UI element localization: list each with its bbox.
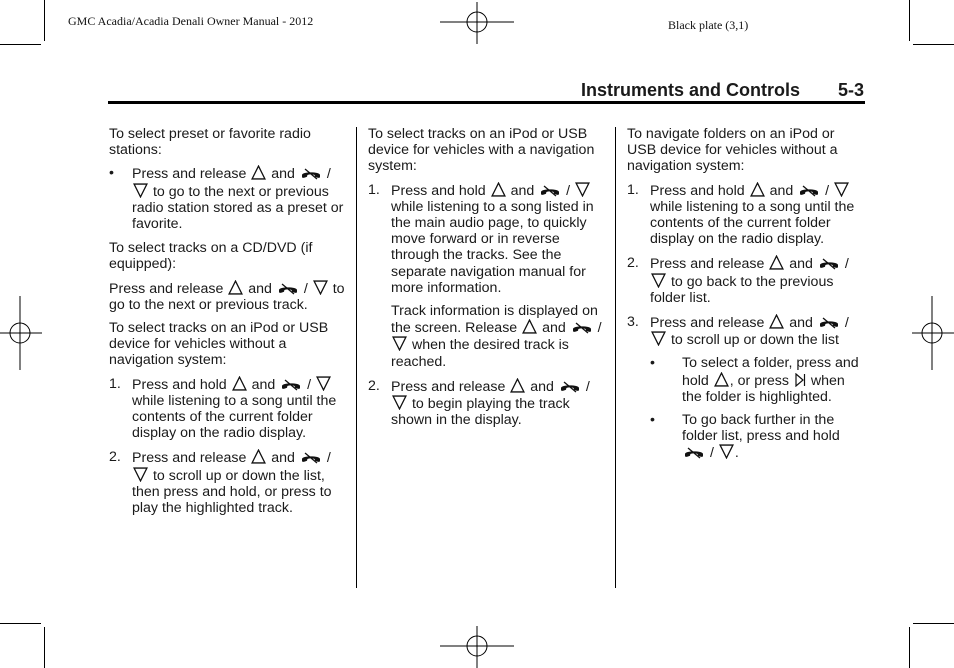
text: and	[789, 315, 813, 332]
text: Press and release	[650, 315, 765, 332]
text: when the desired track is reached.	[391, 337, 569, 370]
text: /	[597, 320, 602, 337]
bullet: •	[650, 412, 655, 429]
up-triangle-icon	[510, 378, 525, 393]
up-triangle-icon	[769, 314, 784, 329]
column-2	[368, 126, 606, 436]
phone-mute-icon	[300, 168, 322, 180]
text: to begin playing the track shown in the display.	[391, 396, 570, 429]
step-number: 2.	[109, 449, 121, 466]
crop-mark-icon	[0, 623, 41, 624]
text: and	[542, 320, 566, 337]
crop-mark-icon	[44, 0, 45, 41]
column-3	[627, 126, 865, 470]
down-triangle-icon	[651, 273, 666, 288]
list-item	[627, 255, 865, 306]
text: to scroll up or down the list, then press and hold, or press to play the highlighted track.	[132, 467, 332, 517]
text: /	[585, 378, 590, 395]
section-heading	[581, 80, 864, 102]
phone-mute-icon	[798, 185, 820, 197]
phone-mute-icon	[559, 381, 581, 393]
up-triangle-icon	[491, 182, 506, 197]
down-triangle-icon	[316, 376, 331, 391]
sub-list-item	[650, 355, 865, 405]
crop-mark-icon	[913, 623, 954, 624]
text: , or press	[729, 372, 789, 389]
text: Press and release	[109, 280, 224, 297]
manual-title: GMC Acadia/Acadia Denali Owner Manual - 2012	[68, 14, 314, 28]
down-triangle-icon	[834, 182, 849, 197]
up-triangle-icon	[251, 449, 266, 464]
phone-mute-icon	[539, 185, 561, 197]
column-1	[109, 126, 346, 524]
down-triangle-icon	[133, 467, 148, 482]
paragraph	[391, 303, 606, 370]
list-item	[109, 376, 346, 442]
text: .	[734, 445, 739, 462]
column-divider	[615, 127, 616, 588]
down-triangle-icon	[313, 280, 328, 295]
text: /	[566, 182, 571, 199]
text: Press and hold	[132, 376, 227, 393]
list-item	[109, 165, 346, 232]
down-triangle-icon	[392, 336, 407, 351]
text: /	[709, 445, 714, 462]
text: /	[844, 256, 849, 273]
paragraph: To select tracks on a CD/DVD (if equipped):	[109, 240, 313, 273]
text: /	[303, 280, 308, 297]
step-number: 1.	[109, 375, 121, 392]
text: and	[248, 280, 272, 297]
step-number: 3.	[627, 314, 639, 331]
text: Track information is displayed on the screen. Release	[391, 303, 598, 337]
paragraph: To navigate folders on an iPod or USB device for vehicles without a navigation system:	[627, 126, 838, 175]
phone-mute-icon	[277, 283, 299, 295]
registration-target-icon	[0, 296, 42, 370]
phone-mute-icon	[818, 258, 840, 270]
paragraph	[109, 280, 346, 313]
text: while listening to a song until the contents of the current folder display on the radio display.	[132, 392, 337, 442]
section-title: Instruments and Controls	[581, 80, 801, 100]
text: To go back further in the folder list, press and hold	[682, 412, 840, 445]
text: and	[769, 182, 794, 199]
text: when the folder is highlighted.	[682, 372, 845, 405]
paragraph: To select preset or favorite radio stations:	[109, 126, 311, 159]
list-item	[368, 378, 606, 429]
up-triangle-icon	[232, 376, 247, 391]
text: and	[789, 256, 813, 273]
paragraph: To select tracks on an iPod or USB device for vehicles without a navigation system:	[109, 320, 329, 369]
text: to go to the next or previous radio station stored as a preset or favorite.	[132, 183, 344, 233]
registration-target-icon	[440, 2, 514, 44]
registration-target-icon	[912, 296, 954, 370]
crop-mark-icon	[909, 0, 910, 41]
list-item	[368, 182, 606, 370]
step-number: 2.	[627, 255, 639, 272]
phone-mute-icon	[683, 447, 705, 459]
text: /	[307, 376, 312, 393]
text: Press and hold	[391, 182, 486, 199]
text: to go back to the previous folder list.	[650, 273, 834, 306]
text: and	[271, 166, 295, 183]
paragraph: To select tracks on an iPod or USB device for vehicles with a navigation system:	[368, 126, 595, 175]
down-triangle-icon	[651, 331, 666, 346]
down-triangle-icon	[719, 444, 734, 459]
plate-label: Black plate (3,1)	[668, 18, 749, 32]
phone-mute-icon	[280, 379, 302, 391]
phone-mute-icon	[818, 317, 840, 329]
text: /	[825, 182, 830, 199]
crop-mark-icon	[44, 627, 45, 668]
text: and	[530, 378, 554, 395]
text: while listening to a song until the contents of the current folder display on the radio display.	[650, 198, 855, 248]
heading-rule	[108, 101, 865, 104]
phone-mute-icon	[300, 452, 322, 464]
registration-target-icon	[440, 626, 514, 668]
list-item	[109, 449, 346, 516]
page-number: 5-3	[837, 80, 864, 100]
phone-mute-icon	[571, 322, 593, 334]
crop-mark-icon	[913, 44, 954, 45]
up-triangle-icon	[769, 255, 784, 270]
crop-mark-icon	[909, 627, 910, 668]
text: Press and release	[650, 256, 765, 273]
bullet: •	[650, 355, 655, 372]
text: /	[326, 450, 331, 467]
text: /	[844, 315, 849, 332]
paragraph	[650, 314, 865, 348]
text: and	[510, 182, 535, 199]
text: and	[251, 376, 276, 393]
bullet: •	[109, 165, 114, 182]
down-triangle-icon	[133, 183, 148, 198]
step-number: 1.	[627, 181, 639, 198]
list-item	[627, 314, 865, 462]
text: To select a folder, press and hold	[682, 355, 859, 389]
text: and	[271, 450, 295, 467]
text: Press and release	[391, 378, 506, 395]
play-next-icon	[794, 373, 806, 387]
up-triangle-icon	[750, 182, 765, 197]
text: Press and hold	[650, 182, 745, 199]
step-number: 2.	[368, 377, 380, 394]
crop-mark-icon	[0, 44, 41, 45]
down-triangle-icon	[575, 182, 590, 197]
text: to scroll up or down the list	[670, 332, 839, 349]
text: Press and release	[132, 166, 247, 183]
list-item	[627, 182, 865, 248]
up-triangle-icon	[251, 165, 266, 180]
text: /	[326, 166, 331, 183]
text: to go to the next or previous track.	[109, 280, 345, 313]
up-triangle-icon	[522, 319, 537, 334]
paragraph	[391, 182, 606, 296]
up-triangle-icon	[714, 372, 729, 387]
text: Press and release	[132, 450, 247, 467]
text: while listening to a song listed in the main audio page, to quickly move forward or in reverse through the tracks. See the separate navigation manual for more information.	[391, 198, 594, 296]
sub-list-item	[650, 412, 865, 462]
step-number: 1.	[368, 181, 380, 198]
column-divider	[356, 127, 357, 588]
down-triangle-icon	[392, 395, 407, 410]
up-triangle-icon	[228, 280, 243, 295]
